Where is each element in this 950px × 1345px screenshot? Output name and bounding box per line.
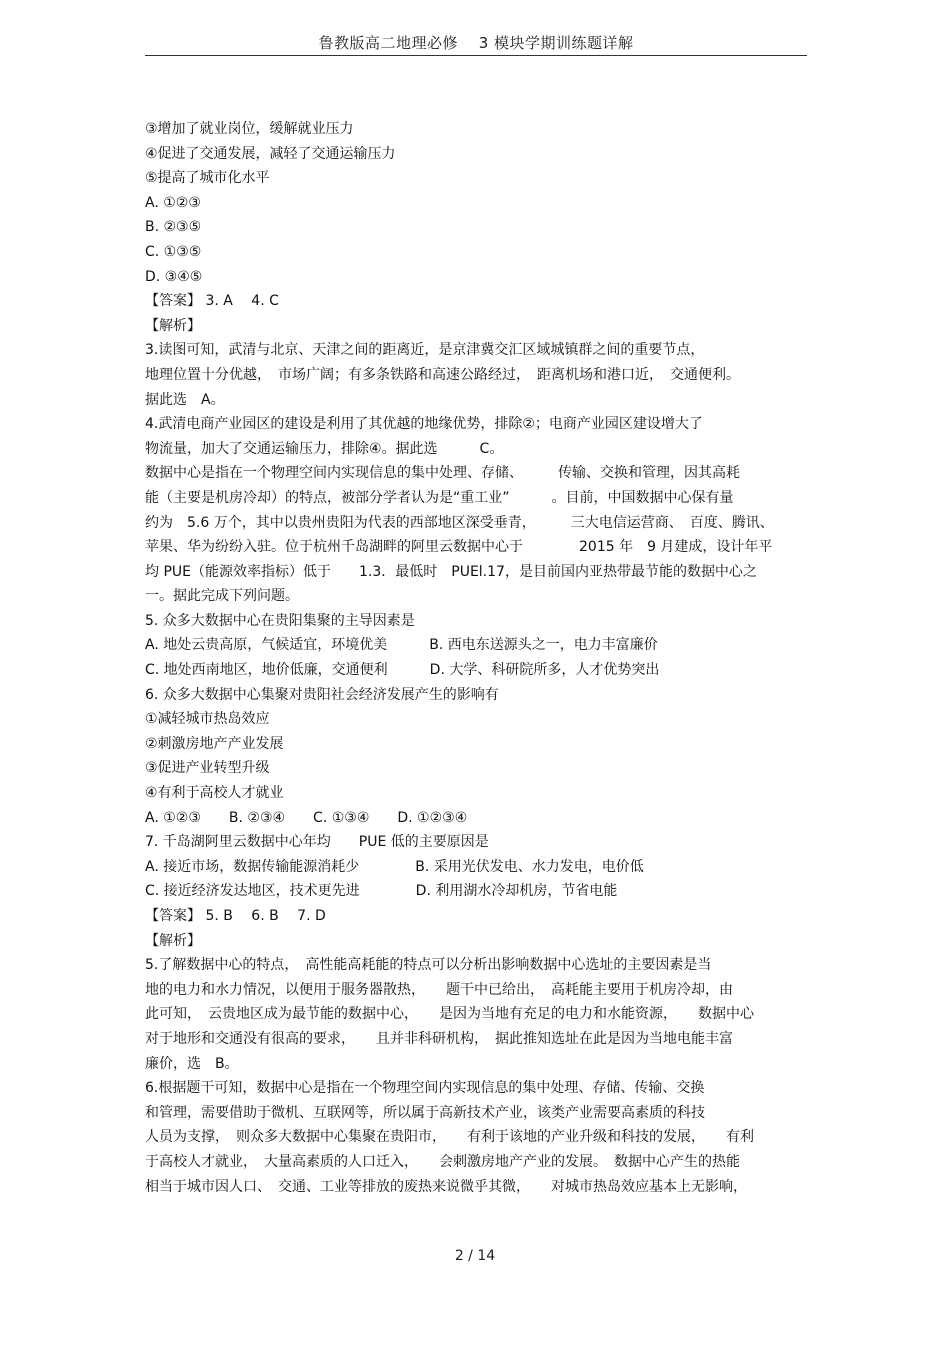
text-line: 4.武清电商产业园区的建设是利用了其优越的地缘优势，排除②；电商产业园区建设增大了 <box>145 416 703 433</box>
text-line: 于高校人才就业， 大量高素质的人口迁入， 会刺激房地产产业的发展。 数据中心产生的热能 <box>145 1153 740 1170</box>
text-line: 【解析】 <box>145 317 201 334</box>
text-line: A. 接近市场，数据传输能源消耗少 B. 采用光伏发电、水力发电，电价低 <box>145 858 644 875</box>
text-line: A. ①②③ <box>145 194 201 211</box>
text-line: 廉价，选 B。 <box>145 1055 239 1072</box>
text-line: 5.了解数据中心的特点， 高性能高耗能的特点可以分析出影响数据中心选址的主要因素是当 <box>145 957 712 974</box>
text-line: 地理位置十分优越， 市场广阔；有多条铁路和高速公路经过， 距离机场和港口近， 交通便利。 <box>145 366 740 383</box>
text-line: 约为 5.6 万个，其中以贵州贵阳为代表的西部地区深受垂青， 三大电信运营商、 百度、腾讯、 <box>145 514 774 531</box>
text-line: 数据中心是指在一个物理空间内实现信息的集中处理、存储、 传输、交换和管理，因其高耗 <box>145 465 740 482</box>
header-divider <box>145 55 807 56</box>
page-header-title: 鲁教版高二地理必修 3 模块学期训练题详解 <box>318 34 634 52</box>
text-line: C. ①③⑤ <box>145 243 202 260</box>
text-line: 和管理，需要借助于微机、互联网等，所以属于高新技术产业，该类产业需要高素质的科技 <box>145 1104 705 1121</box>
text-line: 3.读图可知，武清与北京、天津之间的距离近，是京津冀交汇区域城镇群之间的重要节点， <box>145 342 705 359</box>
text-line: 6.根据题干可知，数据中心是指在一个物理空间内实现信息的集中处理、存储、传输、交换 <box>145 1080 705 1097</box>
text-line: 6. 众多大数据中心集聚对贵阳社会经济发展产生的影响有 <box>145 686 499 703</box>
text-line: ④促进了交通发展，减轻了交通运输压力 <box>145 145 396 162</box>
text-line: ⑤提高了城市化水平 <box>145 170 270 187</box>
text-line: ③促进产业转型升级 <box>145 760 270 777</box>
text-line: 【答案】 3. A 4. C <box>145 293 279 310</box>
text-line: 物流量，加大了交通运输压力，排除④。据此选 C。 <box>145 440 504 457</box>
text-line: 5. 众多大数据中心在贵阳集聚的主导因素是 <box>145 612 415 629</box>
text-line: 均 PUE（能源效率指标）低于 1.3．最低时 PUEl.17，是目前国内亚热带最节能的数据中心之 <box>145 563 757 580</box>
text-line: ③增加了就业岗位，缓解就业压力 <box>145 121 354 137</box>
text-line: ①减轻城市热岛效应 <box>145 711 270 728</box>
text-line: 人员为支撑， 则众多大数据中心集聚在贵阳市， 有利于该地的产业升级和科技的发展， 有利 <box>145 1129 754 1146</box>
text-line: 一。据此完成下列问题。 <box>145 588 299 605</box>
text-line: C. 地处西南地区，地价低廉，交通便利 D. 大学、科研院所多，人才优势突出 <box>145 662 660 679</box>
text-line: D. ③④⑤ <box>145 268 203 285</box>
text-line: 地的电力和水力情况，以便用于服务器散热， 题干中已给出， 高耗能主要用于机房冷却，由 <box>145 981 733 998</box>
text-line: C. 接近经济发达地区，技术更先进 D. 利用湖水冷却机房，节省电能 <box>145 883 618 900</box>
page-number: 2 / 14 <box>454 1248 496 1264</box>
text-line: 对于地形和交通没有很高的要求， 且并非科研机构， 据此推知选址在此是因为当地电能丰富 <box>145 1030 733 1047</box>
text-line: 7. 千岛湖阿里云数据中心年均 PUE 低的主要原因是 <box>145 834 489 851</box>
text-line: 能（主要是机房冷却）的特点，被部分学者认为是“重工业” 。目前，中国数据中心保有量 <box>145 489 734 506</box>
text-line: ②刺激房地产产业发展 <box>145 735 284 752</box>
text-line: A. ①②③ B. ②③④ C. ①③④ D. ①②③④ <box>145 809 468 826</box>
text-line: A. 地处云贵高原，气候适宜，环境优美 B. 西电东送源头之一，电力丰富廉价 <box>145 637 658 654</box>
text-line: 苹果、华为纷纷入驻。位于杭州千岛湖畔的阿里云数据中心于 2015 年 9 月建成，设计年平 <box>145 539 773 556</box>
text-line: 【解析】 <box>145 932 201 949</box>
document-body <box>145 117 807 1199</box>
text-line: ④有利于高校人才就业 <box>145 785 284 802</box>
text-line: 【答案】 5. B 6. B 7. D <box>145 908 326 924</box>
text-line: 据此选 A。 <box>145 391 225 408</box>
text-line: B. ②③⑤ <box>145 219 202 236</box>
text-line: 此可知， 云贵地区成为最节能的数据中心， 是因为当地有充足的电力和水能资源， 数据中心 <box>145 1006 754 1023</box>
text-line: 相当于城市因人口、 交通、工业等排放的废热来说微乎其微， 对城市热岛效应基本上无影响， <box>145 1178 747 1195</box>
